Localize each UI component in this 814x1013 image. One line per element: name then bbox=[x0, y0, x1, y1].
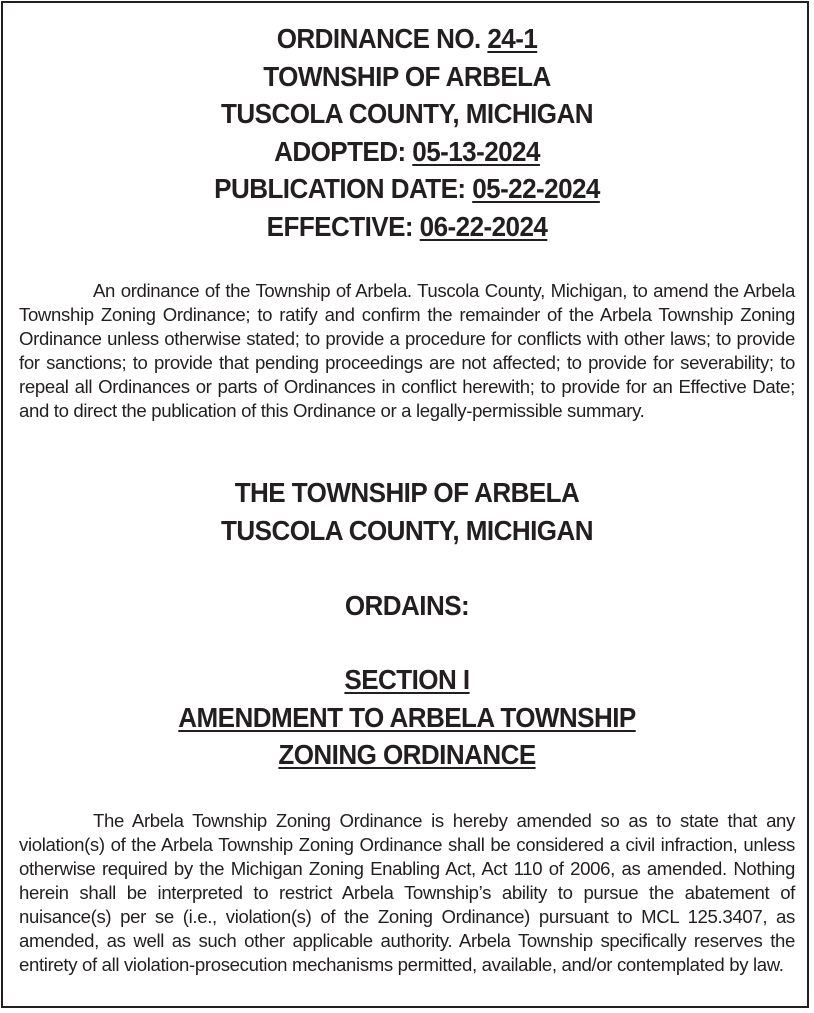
township-name: TOWNSHIP OF ARBELA bbox=[263, 60, 551, 92]
ordinance-number-line bbox=[28, 20, 785, 58]
enacting-county: TUSCOLA COUNTY, MICHIGAN bbox=[221, 514, 593, 546]
ordains-heading bbox=[28, 587, 785, 625]
effective-label: EFFECTIVE: bbox=[266, 210, 420, 242]
county-name: TUSCOLA COUNTY, MICHIGAN bbox=[221, 98, 593, 130]
intro-paragraph: An ordinance of the Township of Arbela. Tuscola County, Michigan, to amend the Arbela Township Zoning Ordinance; to ratify and confirm the remainder of the Arbela Township Zoning Ordinance unless otherwise stated; to provide a procedure for conflicts with other laws; to provide for sanctions; to provide that pending proceedings are not affected; to provide for severability; to repeal all Ordinances or parts of Ordinances in conflict herewith; to provide for an Effective Date; and to direct the publication of this Ordinance or a legally-permissible summary. bbox=[19, 280, 795, 421]
publication-label: PUBLICATION DATE: bbox=[214, 173, 473, 205]
enacting-township: THE TOWNSHIP OF ARBELA bbox=[234, 477, 580, 508]
enacting-heading bbox=[28, 474, 785, 549]
adopted-label: ADOPTED: bbox=[274, 135, 413, 167]
adopted-line bbox=[28, 133, 785, 171]
section-1-number: SECTION I bbox=[344, 664, 470, 695]
ordinance-number: 24-1 bbox=[487, 23, 538, 54]
section-1-title-line-2 bbox=[28, 736, 785, 774]
ordains-label: ORDAINS: bbox=[344, 590, 470, 621]
section-1-heading bbox=[28, 661, 785, 774]
effective-line bbox=[28, 208, 785, 246]
ordinance-number-label: ORDINANCE NO. bbox=[276, 23, 488, 54]
section-1-title-2: ZONING ORDINANCE bbox=[278, 739, 536, 771]
publication-line bbox=[28, 170, 785, 208]
section-1-title-line-1 bbox=[28, 699, 785, 737]
publication-date: 05-22-2024 bbox=[472, 173, 600, 205]
effective-date: 06-22-2024 bbox=[419, 210, 548, 242]
section-1-body: The Arbela Township Zoning Ordinance is hereby amended so as to state that any violation(s) of the Arbela Township Zoning Ordinance shall be considered a civil infraction, unless otherwise required by the Michigan Zoning Enabling Act, Act 110 of 2006, as amended. Nothing herein shall be interpreted to restrict Arbela Township’s ability to pursue the abatement of nuisance(s) per se (i.e., violation(s) of the Zoning Ordinance) pursuant to MCL 125.3407, as amended, as well as such other applicable authority. Arbela Township specifically reserves the entirety of all violation-prosecution mechanisms permitted, available, and/or contemplated by law. bbox=[19, 810, 795, 975]
adopted-date: 05-13-2024 bbox=[412, 135, 540, 167]
section-1-title-1: AMENDMENT TO ARBELA TOWNSHIP bbox=[178, 701, 636, 733]
ordinance-header bbox=[28, 20, 785, 246]
section-1-number-line bbox=[28, 661, 785, 699]
